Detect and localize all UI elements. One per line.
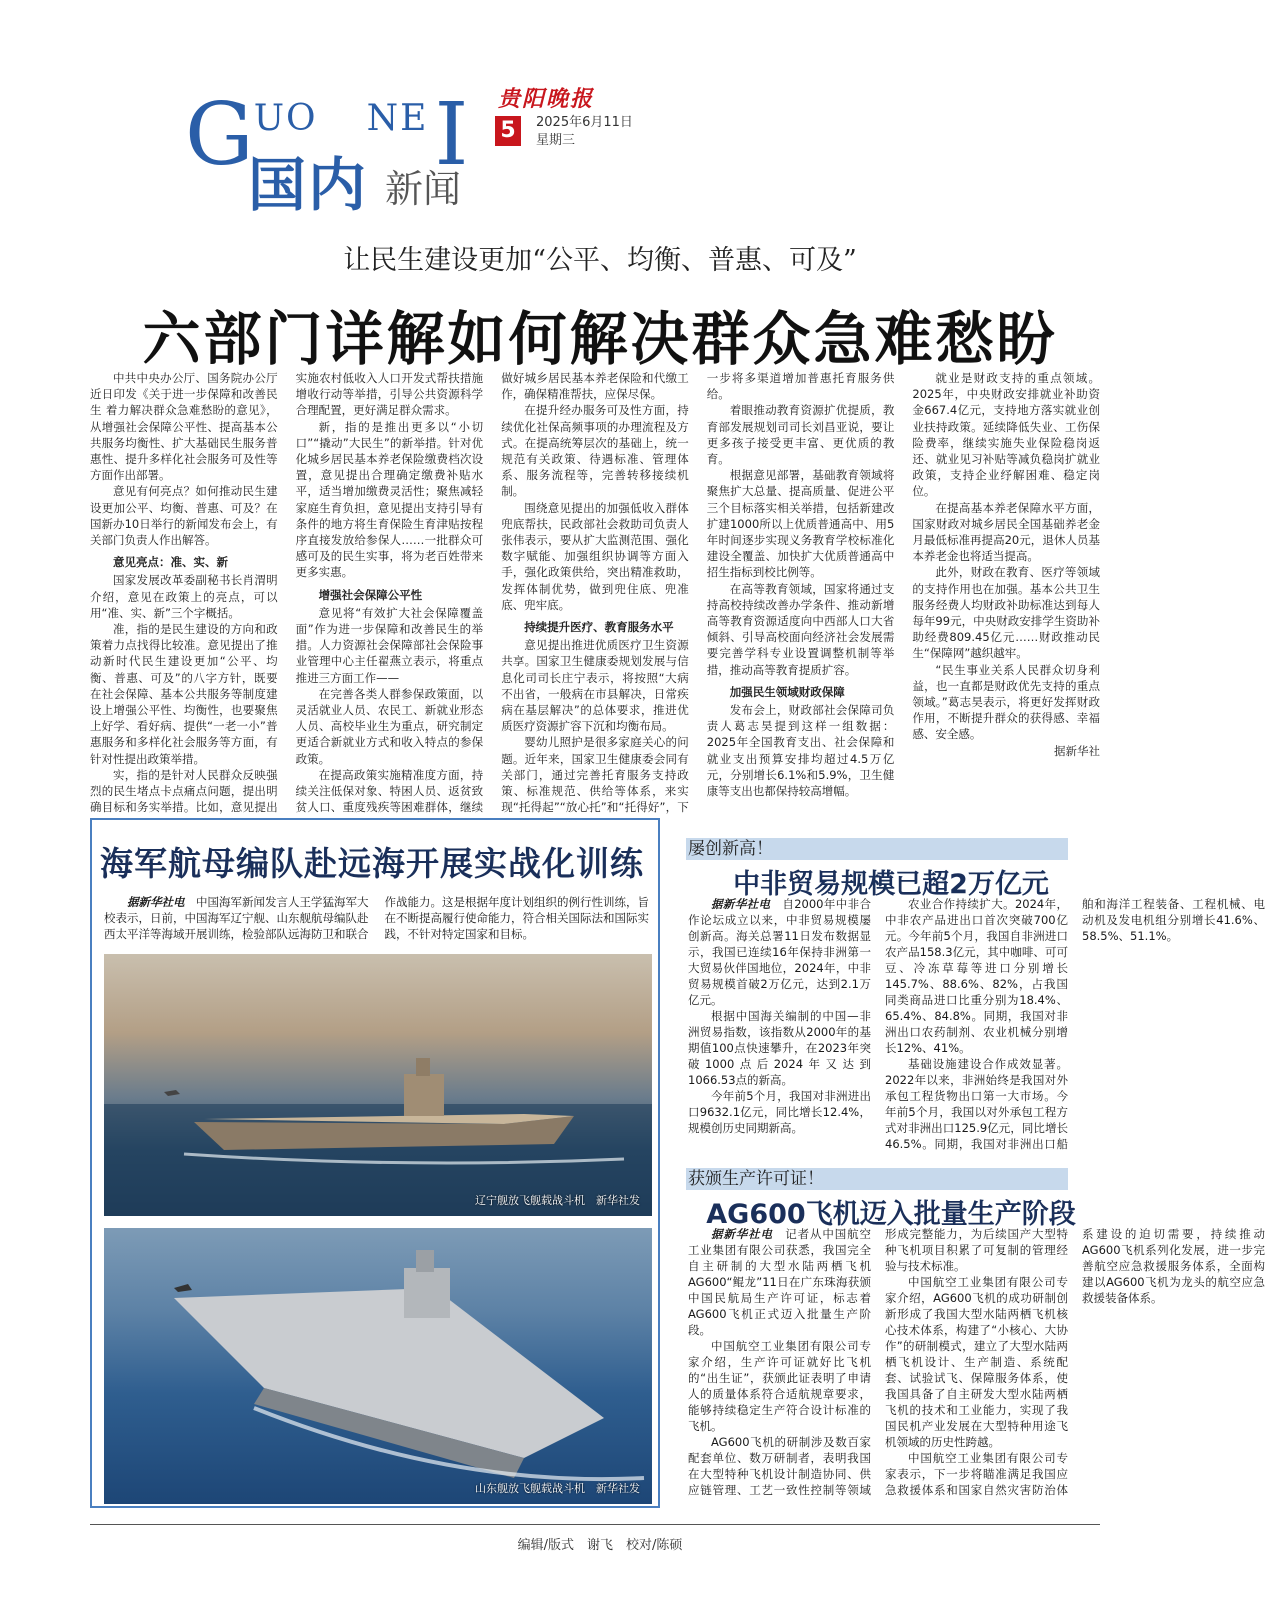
paragraph: 据新华社电 中国海军新闻发言人王学猛海军大校表示，日前，中国海军辽宁舰、山东舰航母编队赴西太平洋等海域开展训练，检验部队远海防卫和联合作战能力。这是根据年度计划组织的例行性训练，旨在不断提高履行使命能力，符合相关国际法和国际实践，不针对特定国家和目标。 <box>104 895 649 941</box>
ag600-headline: AG600飞机迈入批量生产阶段 <box>706 1199 1076 1230</box>
ag600-article-body <box>688 1226 1265 1508</box>
main-article-body <box>90 370 1100 826</box>
ag600-kicker-bar: 获颁生产许可证！ <box>686 1168 1068 1190</box>
subheading: 意见亮点：准、实、新 <box>113 555 228 570</box>
weekday: 星期三 <box>536 133 576 148</box>
paragraph: 围绕意见提出的加强低收入群体兜底帮扶，民政部社会救助司负责人张伟表示，要从扩大监测范围、强化数字赋能、加强组织协调等方面入手，强化政策供给，突出精准救助，发挥体制优势，做到兜住底、兜准底、兜牢底。 <box>501 500 689 612</box>
main-headline: 六部门详解如何解决群众急难愁盼 <box>142 305 1058 373</box>
paragraph: 中国航空工业集团有限公司专家表示，下一步将瞄准满足我国应急救援体系和国家自然灾害防治体系建设的迫切需要，持续推动AG600飞机系列化发展，进一步完善航空应急救援服务体系，全面构建以AG600飞机为龙头的航空应急救援装备体系。 <box>885 1227 1265 1497</box>
navy-headline: 海军航母编队赴远海开展实战化训练 <box>100 844 644 883</box>
date: 2025年6月11日 <box>536 115 633 130</box>
paragraph: 意见提出推进优质医疗卫生资源共享。国家卫生健康委规划发展与信息化司司长庄宁表示，将按照“大病不出省，一般病在市县解决，日常疾病在基层解决”的总体要求，推进优质医疗资源扩容下沉和均衡布局。 <box>501 638 689 734</box>
footer-divider <box>90 1524 1100 1525</box>
photo-caption: 辽宁舰放飞舰载战斗机 新华社发 <box>475 1194 640 1207</box>
paragraph: 国家发展改革委副秘书长肖渭明介绍，意见在政策上的亮点，可以用“准、实、新”三个字概括。 <box>90 573 278 620</box>
trade-headline: 中非贸易规模已超2万亿元 <box>733 869 1049 900</box>
paragraph: 婴幼儿照护是很多家庭关心的问题。近年来，国家卫生健康委会同有关部门，通过完善托育服务支持政策、标准规范、供给等体系，来实现“托得起”“放心托”和“托得好”，下一步将多渠道增加普惠托育服务供给。 <box>501 371 895 815</box>
trade-kicker-bar: 屡创新高！ <box>686 838 1068 860</box>
paragraph: “民生事业关系人民群众切身利益，也一直都是财政优先支持的重点领域。”葛志昊表示，将更好发挥财政作用，不断提升群众的获得感、幸福感、安全感。 <box>912 662 1100 742</box>
main-kicker: 让民生建设更加“公平、均衡、普惠、可及” <box>343 245 857 276</box>
paragraph: 今年前5个月，我国对非洲进出口9632.1亿元，同比增长12.4%，规模创历史同期新高。 <box>688 1089 871 1135</box>
paragraph: 着眼推动教育资源扩优提质，教育部发展规划司司长刘昌亚说，要让更多孩子接受更丰富、更优质的教育。 <box>706 403 895 467</box>
paragraph: AG600飞机的研制涉及数百家配套单位、数万研制者，表明我国在大型特种飞机设计制造协同、供应链管理、工艺一致性控制等领域形成完整能力，为后续国产大型特种飞机项目积累了可复制的管理经验与技术标准。 <box>688 1227 1068 1497</box>
paragraph: 此外，财政在教育、医疗等领域的支持作用也在加强。基本公共卫生服务经费人均财政补助标准达到每人每年99元，中央财政安排学生资助补助经费809.45亿元……财政推动民生“保障网”越织越牢。 <box>912 565 1100 661</box>
paragraph: 农业合作持续扩大。2024年，中非农产品进出口首次突破700亿元。今年前5个月，我国自非洲进口农产品158.3亿元，其中咖啡、可可豆、冷冻草莓等进口分别增长145.7%、88.6%、82%，占我国同类商品进口比重分别为18.4%、65.4%、84.8%。同期，我国对非洲出口农药制剂、农业机械分别增长12%、41%。 <box>885 897 1068 1055</box>
carrier-illustration <box>104 1228 652 1504</box>
paragraph: 据新华社电 自2000年中非合作论坛成立以来，中非贸易规模屡创新高。海关总署11日发布数据显示，我国已连续16年保持非洲第一大贸易伙伴国地位，2024年，中非贸易规模首破2万亿元，达到2.1万亿元。 <box>688 897 871 1007</box>
paragraph: 意见有何亮点？如何推动民生建设更加公平、均衡、普惠、可及？在国新办10日举行的新闻发布会上，有关部门负责人作出解答。 <box>90 484 278 548</box>
issue-date <box>536 114 633 150</box>
navy-article-body <box>104 894 649 949</box>
subheading: 增强社会保障公平性 <box>318 587 423 602</box>
section-title-en: GUO NEI <box>185 85 469 185</box>
newspaper-logo: 贵阳晚报 <box>498 87 595 112</box>
paragraph: 发布会上，财政部社会保障司负责人葛志昊提到这样一组数据：2025年全国教育支出、社会保障和就业支出预算安排均超过4.5万亿元，分别增长6.1%和5.9%，卫生健康等支出也都保持较高增幅。 <box>706 703 895 799</box>
paragraph: 中国航空工业集团有限公司专家介绍，AG600飞机的成功研制创新形成了我国大型水陆两栖飞机核心技术体系，构建了“小核心、大协作”的研制模式，建立了大型水陆两栖飞机设计、生产制造、系统配套、试验试飞、保障服务体系，使我国具备了自主研发大型水陆两栖飞机的技术和工业能力，实现了我国民机产业发展在大型特种用途飞机领域的历史性跨越。 <box>885 1275 1068 1449</box>
paragraph: 据新华社电 记者从中国航空工业集团有限公司获悉，我国完全自主研制的大型水陆两栖飞机AG600“鲲龙”11日在广东珠海获颁中国民航局生产许可证，标志着AG600飞机正式迈入批量生产阶段。 <box>688 1227 871 1337</box>
source-credit: 据新华社 <box>1053 743 1100 758</box>
paragraph: 基础设施建设合作成效显著。2022年以来，非洲始终是我国对外承包工程货物出口第一大市场。今年前5个月，我国以对外承包工程方式对非洲出口125.9亿元，同比增长46.5%。同期，我国对非洲出口船舶和海洋工程装备、工程机械、电动机及发电机组分别增长41.6%、58.5%、51.1%。 <box>885 897 1265 1151</box>
paragraph: 实，指的是针对人民群众反映强烈的民生堵点卡点痛点问题，提出明确目标和务实举措。比如，意见提出实施农村低收入人口开发式帮扶措施增收行动等举措，引导公共资源科学合理配置，更好满足群众需求。 <box>90 371 484 815</box>
paragraph: 新，指的是推出更多以“小切口”“撬动”大民生”的新举措。针对优化城乡居民基本养老保险缴费档次设置，意见提出合理确定缴费补贴水平，适当增加缴费灵活性；聚焦减轻家庭生育负担，意见提出支持引导有条件的地方将生育保险生育津贴按程序直接发放给参保人……一批群众可感可及的民生实事，将为老百姓带来更多实惠。 <box>295 419 484 580</box>
page-number: 5 <box>495 116 521 146</box>
paragraph: 在提高政策实施精准度方面，持续关注低保对象、特困人员、返贫致贫人口、重度残疾等困难群体，继续做好城乡居民基本养老保险和代缴工作，确保精准帮扶，应保尽保。 <box>295 371 689 815</box>
news-credit: 据新华社电 <box>711 1227 773 1241</box>
paragraph: 在高等教育领域，国家将通过支持高校持续改善办学条件、推动新增高等教育资源适度向中西部人口大省倾斜、引导高校面向经济社会发展需要完善学科专业设置调整机制等举措，推动高等教育提质扩容。 <box>706 581 895 677</box>
section-subtitle: 新闻 <box>385 167 462 211</box>
paragraph: 中共中央办公厅、国务院办公厅近日印发《关于进一步保障和改善民生 着力解决群众急难愁盼的意见》，从增强社会保障公平性、提高基本公共服务均衡性、扩大基础民生服务普惠性、提升多样化社会服务可及性等方面作出部署。 <box>90 371 278 483</box>
paragraph: 在提升经办服务可及性方面，持续优化社保高频事项的办理流程及方式。在提高统筹层次的基础上，统一规范有关政策、待遇标准、管理体系、服务流程等，完善转移接续机制。 <box>501 403 689 499</box>
liaoning-carrier-photo <box>104 954 652 1216</box>
section-title-cn: 国内 <box>248 151 369 219</box>
paragraph: 根据意见部署，基础教育领域将聚焦扩大总量、提高质量、促进公平三个目标落实相关举措，包括新建改扩建1000所以上优质普通高中、用5年时间逐步实现义务教育学校标准化建设全覆盖、加快扩大优质普通高中招生指标到校比例等。 <box>706 468 895 580</box>
subheading: 加强民生领域财政保障 <box>729 684 845 699</box>
editor-credits: 编辑/版式 谢飞 校对/陈硕 <box>517 1538 683 1553</box>
subheading: 持续提升医疗、教育服务水平 <box>524 620 674 635</box>
paragraph: 在完善各类人群参保政策面，以灵活就业人员、农民工、新就业形态人员、高校毕业生为重点，研究制定更适合新就业方式和收入特点的参保政策。 <box>295 686 484 766</box>
paragraph: 根据中国海关编制的中国—非洲贸易指数，该指数从2000年的基期值100点快速攀升，在2023年突破1000点后2024年又达到1066.53点的新高。 <box>688 1009 871 1087</box>
paragraph: 中国航空工业集团有限公司专家介绍，生产许可证就好比飞机的“出生证”，获颁此证表明了申请人的质量体系符合适航规章要求，能够持续稳定生产符合设计标准的飞机。 <box>688 1339 871 1433</box>
carrier-illustration <box>104 954 652 1216</box>
photo-caption: 山东舰放飞舰载战斗机 新华社发 <box>475 1482 640 1495</box>
paragraph: 在提高基本养老保障水平方面，国家财政对城乡居民全国基础养老金月最低标准再提高20元，退休人员基本养老金也将适当提高。 <box>912 500 1100 564</box>
trade-article-body <box>688 896 1265 1158</box>
news-credit: 据新华社电 <box>127 895 185 909</box>
paragraph: 意见将“有效扩大社会保障覆盖面”作为进一步保障和改善民生的举措。人力资源社会保障部社会保险事业管理中心主任翟燕立表示，将重点推进三方面工作—— <box>295 605 484 685</box>
paragraph: 准，指的是民生建设的方向和政策着力点找得比较准。意见提出了推动新时代民生建设更加“公平、均衡、普惠、可及”的八字方针，既要在社会保障、基本公共服务等制度建设上增强公平性、均衡性，也要聚焦上好学、看好病、提供“一老一小”普惠服务和多样化社会服务等方面，有针对性提出政策举措。 <box>90 622 278 766</box>
shandong-carrier-photo <box>104 1228 652 1504</box>
news-credit: 据新华社电 <box>711 897 771 911</box>
paragraph: 就业是财政支持的重点领域。2025年，中央财政安排就业补助资金667.4亿元，支持地方落实就业创业扶持政策。延续降低失业、工伤保险费率，继续实施失业保险稳岗返还、就业见习补贴等减负稳岗扩就业政策，支持企业纾解困难、稳定岗位。 <box>912 371 1100 499</box>
